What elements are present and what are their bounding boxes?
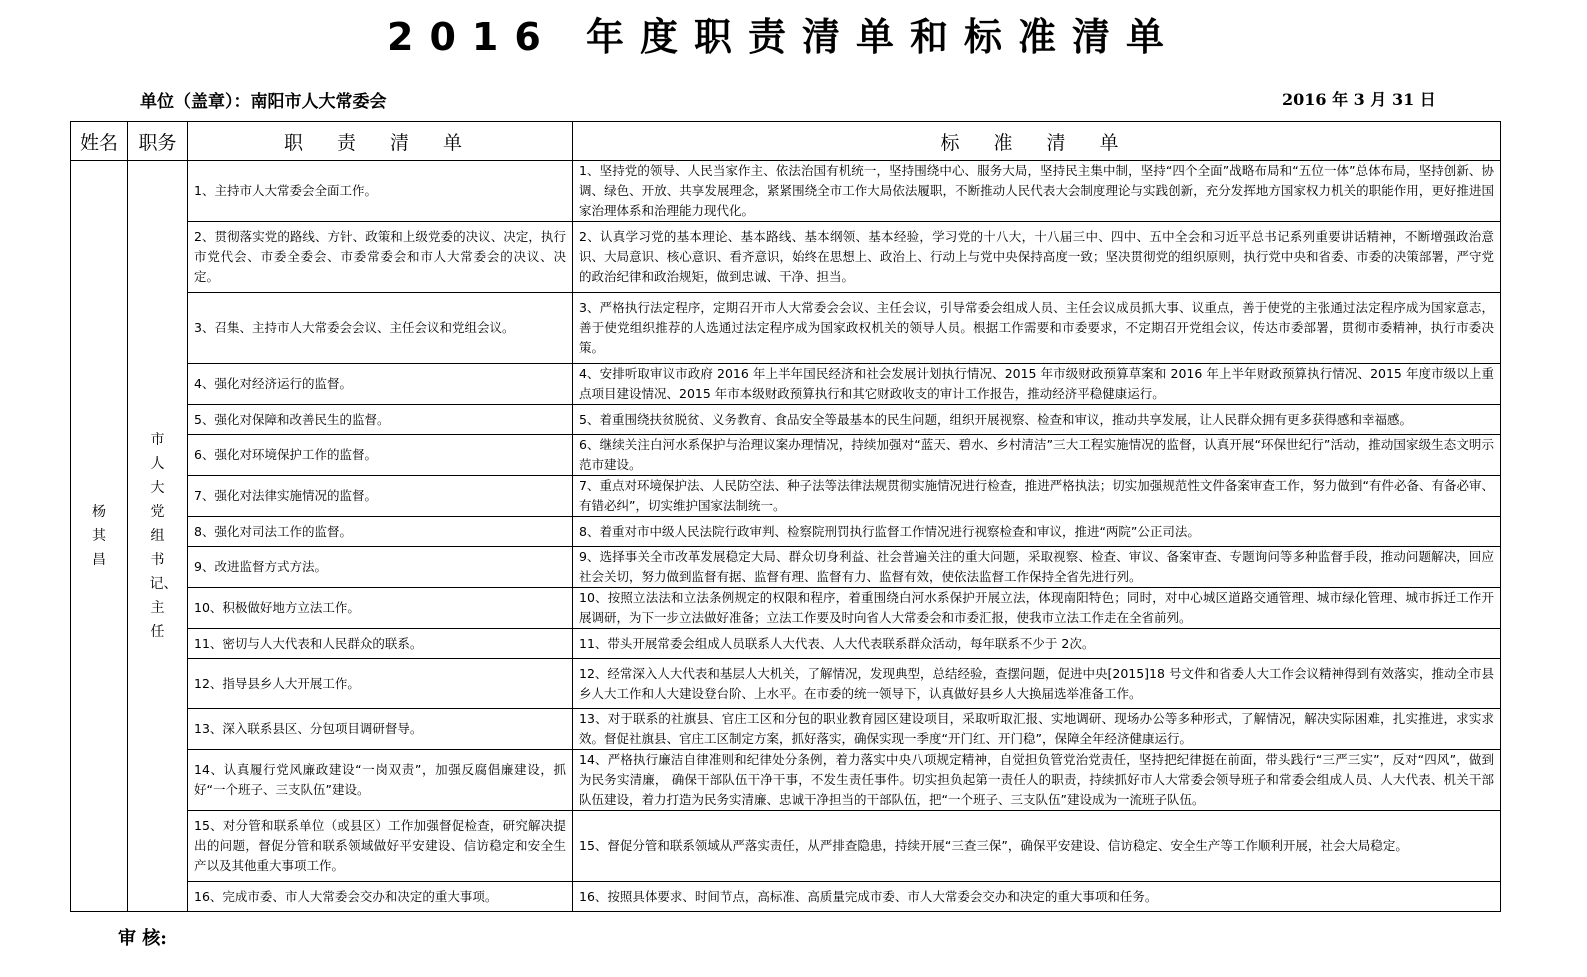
standard-cell: 3、严格执行法定程序，定期召开市人大常委会会议、主任会议，引导常委会组成人员、主任会议成员抓大事、议重点，善于使党的主张通过法定程序成为国家意志，善于使党组织推荐的人选通过法定程序成为国家政权机关的领导人员。根据工作需要和市委要求，不定期召开党组会议，传达市委部署，贯彻市委精神，执行市委决策。 (573, 293, 1501, 364)
standard-cell: 9、选择事关全市改革发展稳定大局、群众切身利益、社会普遍关注的重大问题，采取视察、检查、审议、备案审查、专题询问等多种监督手段，推动问题解决，回应社会关切，努力做到监督有据、监督有理、监督有力、监督有效，使依法监督工作保持全省先进行列。 (573, 547, 1501, 588)
standard-cell: 12、经常深入人大代表和基层人大机关，了解情况，发现典型，总结经验，查摆问题，促进中央[2015]18 号文件和省委人大工作会议精神得到有效落实，推动全市县乡人大工作和人大建设登台阶、上水平。在市委的统一领导下，认真做好县乡人大换届选举准备工作。 (573, 659, 1501, 709)
table-row (71, 293, 1501, 364)
table-row (71, 364, 1501, 405)
duty-cell: 13、深入联系县区、分包项目调研督导。 (188, 709, 573, 750)
person-name: 杨其昌 (92, 504, 106, 568)
page-title: 2016 年度职责清单和标准清单 (387, 15, 1180, 59)
duty-cell: 11、密切与人大代表和人民群众的联系。 (188, 629, 573, 659)
standard-cell: 11、带头开展常委会组成人员联系人大代表、人大代表联系群众活动，每年联系不少于 2次。 (573, 629, 1501, 659)
table-row (71, 811, 1501, 882)
duty-cell: 2、贯彻落实党的路线、方针、政策和上级党委的决议、决定，执行市党代会、市委全委会、市委常委会和市人大常委会的决议、决定。 (188, 222, 573, 293)
person-post-cell (128, 161, 188, 912)
table-row (71, 547, 1501, 588)
unit-label: 单位（盖章）：南阳市人大常委会 (140, 92, 387, 112)
table-body (71, 161, 1501, 912)
standard-cell: 6、继续关注白河水系保护与治理议案办理情况，持续加强对“蓝天、碧水、乡村清洁”三大工程实施情况的监督，认真开展“环保世纪行”活动，推动国家级生态文明示范市建设。 (573, 435, 1501, 476)
standard-cell: 10、按照立法法和立法条例规定的权限和程序，着重围绕白河水系保护开展立法，体现南阳特色；同时，对中心城区道路交通管理、城市绿化管理、城市拆迁工作开展调研，为下一步立法做好准备；立法工作要及时向省人大常委会和市委汇报，使我市立法工作走在全省前列。 (573, 588, 1501, 629)
standard-cell: 15、督促分管和联系领域从严落实责任，从严排查隐患，持续开展“三查三保”，确保平安建设、信访稳定、安全生产等工作顺利开展，社会大局稳定。 (573, 811, 1501, 882)
table-row (71, 588, 1501, 629)
duty-cell: 1、主持市人大常委会全面工作。 (188, 161, 573, 222)
header-standard: 标 准 清 单 (573, 122, 1501, 161)
table-row (71, 517, 1501, 547)
standard-cell: 4、安排听取审议市政府 2016 年上半年国民经济和社会发展计划执行情况、2015 年市级财政预算草案和 2016 年上半年财政预算执行情况、2015 年度市级以上重点项目建设情况、2015 年市本级财政预算执行和其它财政收支的审计工作报告，推动经济平稳健康运行。 (573, 364, 1501, 405)
duty-cell: 3、召集、主持市人大常委会会议、主任会议和党组会议。 (188, 293, 573, 364)
table-row (71, 709, 1501, 750)
standard-cell: 2、认真学习党的基本理论、基本路线、基本纲领、基本经验，学习党的十八大，十八届三中、四中、五中全会和习近平总书记系列重要讲话精神，不断增强政治意识、大局意识、核心意识、看齐意识，始终在思想上、政治上、行动上与党中央保持高度一致；坚决贯彻党的组织原则，执行党中央和省委、市委的决策部署，严守党的政治纪律和政治规矩，做到忠诚、干净、担当。 (573, 222, 1501, 293)
table-row (71, 629, 1501, 659)
duty-cell: 7、强化对法律实施情况的监督。 (188, 476, 573, 517)
duty-cell: 16、完成市委、市人大常委会交办和决定的重大事项。 (188, 882, 573, 912)
header-post: 职务 (128, 122, 188, 161)
table-row (71, 476, 1501, 517)
standard-cell: 13、对于联系的社旗县、官庄工区和分包的职业教育园区建设项目，采取听取汇报、实地调研、现场办公等多种形式，了解情况，解决实际困难，扎实推进，求实求效。督促社旗县、官庄工区制定方案，抓好落实，确保实现一季度“开门红、开门稳”，保障全年经济健康运行。 (573, 709, 1501, 750)
duty-cell: 12、指导县乡人大开展工作。 (188, 659, 573, 709)
person-name-cell (71, 161, 128, 912)
table-header-row (71, 122, 1501, 161)
standard-cell: 14、严格执行廉洁自律准则和纪律处分条例，着力落实中央八项规定精神，自觉担负管党治党责任，坚持把纪律挺在前面，带头践行“三严三实”，反对“四风”，做到为民务实清廉， 确保干部队伍干净干事，不发生责任事件。切实担负起第一责任人的职责，持续抓好市人大常委会领导班子和常委会组成人员、人大代表、机关干部队伍建设，着力打造为民务实清廉、忠诚干净担当的干部队伍，把“一个班子、三支队伍”建设成为一流班子队伍。 (573, 750, 1501, 811)
standard-cell: 16、按照具体要求、时间节点，高标准、高质量完成市委、市人大常委会交办和决定的重大事项和任务。 (573, 882, 1501, 912)
standard-cell: 5、着重围绕扶贫脱贫、义务教育、食品安全等最基本的民生问题，组织开展视察、检查和审议，推动共享发展，让人民群众拥有更多获得感和幸福感。 (573, 405, 1501, 435)
header-duty: 职 责 清 单 (188, 122, 573, 161)
person-post: 市人大党组书记、主任 (149, 432, 178, 640)
duty-cell: 6、强化对环境保护工作的监督。 (188, 435, 573, 476)
table-row (71, 161, 1501, 222)
standard-cell: 1、坚持党的领导、人民当家作主、依法治国有机统一，坚持围绕中心、服务大局，坚持民主集中制，坚持“四个全面”战略布局和“五位一体”总体布局，坚持创新、协调、绿色、开放、共享发展理念，紧紧围绕全市工作大局依法履职，不断推动人民代表大会制度理论与实践创新，充分发挥地方国家权力机关的职能作用，更好推进国家治理体系和治理能力现代化。 (573, 161, 1501, 222)
date-label: 2016 年 3 月 31 日 (1282, 90, 1436, 109)
table-row (71, 750, 1501, 811)
standard-cell: 8、着重对市中级人民法院行政审判、检察院刑罚执行监督工作情况进行视察检查和审议，推进“两院”公正司法。 (573, 517, 1501, 547)
duty-cell: 8、强化对司法工作的监督。 (188, 517, 573, 547)
duty-cell: 14、认真履行党风廉政建设“一岗双责”，加强反腐倡廉建设，抓好“一个班子、三支队伍”建设。 (188, 750, 573, 811)
table-row (71, 405, 1501, 435)
duty-cell: 9、改进监督方式方法。 (188, 547, 573, 588)
duty-cell: 4、强化对经济运行的监督。 (188, 364, 573, 405)
table-row (71, 882, 1501, 912)
duty-standard-table (70, 121, 1501, 912)
table-row (71, 435, 1501, 476)
table-row (71, 222, 1501, 293)
duty-cell: 5、强化对保障和改善民生的监督。 (188, 405, 573, 435)
review-label: 审 核: (118, 928, 167, 949)
table-row (71, 659, 1501, 709)
duty-cell: 10、积极做好地方立法工作。 (188, 588, 573, 629)
standard-cell: 7、重点对环境保护法、人民防空法、种子法等法律法规贯彻实施情况进行检查，推进严格执法；切实加强规范性文件备案审查工作，努力做到“有件必备、有备必审、有错必纠”，切实维护国家法制统一。 (573, 476, 1501, 517)
header-name: 姓名 (71, 122, 128, 161)
duty-cell: 15、对分管和联系单位（或县区）工作加强督促检查，研究解决提出的问题，督促分管和联系领域做好平安建设、信访稳定和安全生产以及其他重大事项工作。 (188, 811, 573, 882)
